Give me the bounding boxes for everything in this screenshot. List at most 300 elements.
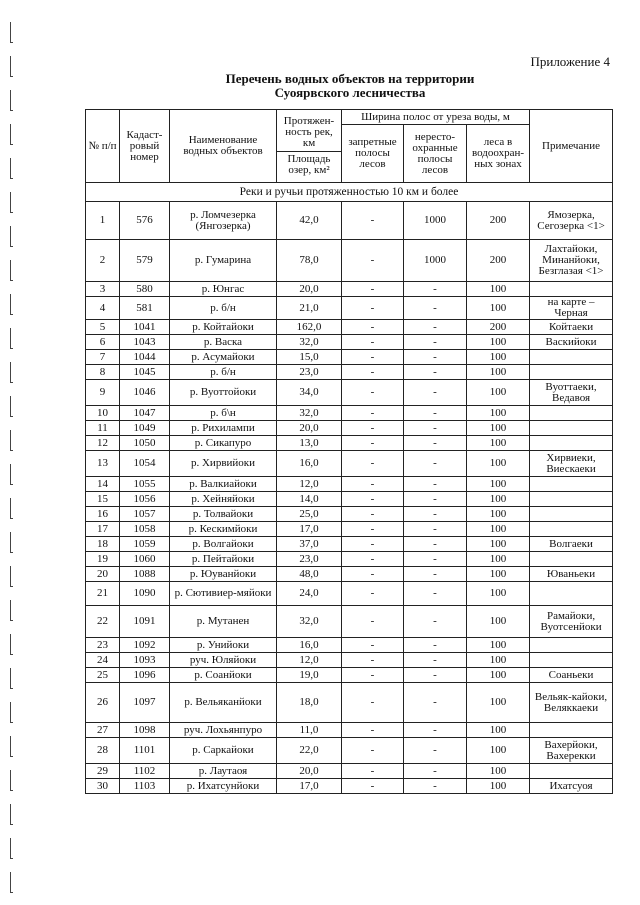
row-water-zone: 100 (467, 779, 530, 794)
row-spawning: - (404, 297, 467, 320)
water-objects-table (85, 109, 613, 794)
header-name: Наименование водных объектов (170, 110, 277, 183)
binding-mark (10, 600, 13, 621)
row-number: 17 (86, 522, 120, 537)
row-note (530, 522, 613, 537)
row-spawning: - (404, 764, 467, 779)
binding-mark (10, 804, 13, 825)
row-prohibited: - (342, 451, 404, 477)
row-name: р. Юнгас (170, 282, 277, 297)
row-name: р. Вельяканйоки (170, 683, 277, 723)
row-spawning: - (404, 582, 467, 606)
row-name: р. Вуоттойоки (170, 380, 277, 406)
header-prohibited: запретные полосы лесов (342, 125, 404, 183)
row-length: 11,0 (277, 723, 342, 738)
row-prohibited: - (342, 537, 404, 552)
row-water-zone: 200 (467, 320, 530, 335)
row-water-zone: 100 (467, 335, 530, 350)
row-cadastral: 1056 (120, 492, 170, 507)
row-cadastral: 1091 (120, 606, 170, 638)
row-spawning: - (404, 653, 467, 668)
row-note (530, 552, 613, 567)
row-cadastral: 1059 (120, 537, 170, 552)
binding-mark (10, 498, 13, 519)
row-note (530, 507, 613, 522)
binding-mark (10, 158, 13, 179)
row-water-zone: 100 (467, 380, 530, 406)
row-water-zone: 100 (467, 567, 530, 582)
row-number: 5 (86, 320, 120, 335)
row-prohibited: - (342, 240, 404, 282)
row-length: 12,0 (277, 653, 342, 668)
row-length: 23,0 (277, 365, 342, 380)
row-cadastral: 1050 (120, 436, 170, 451)
row-length: 25,0 (277, 507, 342, 522)
table-row (86, 738, 613, 764)
row-prohibited: - (342, 738, 404, 764)
row-cadastral: 1092 (120, 638, 170, 653)
row-number: 18 (86, 537, 120, 552)
row-cadastral: 1096 (120, 668, 170, 683)
row-length: 48,0 (277, 567, 342, 582)
row-number: 10 (86, 406, 120, 421)
table-row (86, 350, 613, 365)
table-row (86, 202, 613, 240)
binding-marks (0, 0, 16, 905)
header-length: Протяжен-ность рек, км (277, 114, 341, 152)
row-length: 37,0 (277, 537, 342, 552)
row-cadastral: 1045 (120, 365, 170, 380)
row-note: Койтаеки (530, 320, 613, 335)
row-length: 162,0 (277, 320, 342, 335)
row-prohibited: - (342, 350, 404, 365)
table-row (86, 779, 613, 794)
row-spawning: - (404, 320, 467, 335)
row-note: Волгаеки (530, 537, 613, 552)
table-row (86, 764, 613, 779)
row-number: 1 (86, 202, 120, 240)
row-water-zone: 100 (467, 492, 530, 507)
table-row (86, 421, 613, 436)
row-water-zone: 100 (467, 582, 530, 606)
row-name: р. Саркайоки (170, 738, 277, 764)
row-prohibited: - (342, 668, 404, 683)
table-row (86, 380, 613, 406)
row-spawning: - (404, 507, 467, 522)
binding-mark (10, 260, 13, 281)
table-row (86, 297, 613, 320)
row-number: 3 (86, 282, 120, 297)
row-water-zone: 100 (467, 350, 530, 365)
row-length: 32,0 (277, 606, 342, 638)
binding-mark (10, 668, 13, 689)
row-number: 26 (86, 683, 120, 723)
row-prohibited: - (342, 406, 404, 421)
binding-mark (10, 294, 13, 315)
row-spawning: - (404, 492, 467, 507)
row-prohibited: - (342, 582, 404, 606)
row-prohibited: - (342, 723, 404, 738)
row-cadastral: 1057 (120, 507, 170, 522)
row-number: 4 (86, 297, 120, 320)
row-name: р. Волгайоки (170, 537, 277, 552)
row-note (530, 406, 613, 421)
binding-mark (10, 838, 13, 859)
binding-mark (10, 872, 13, 893)
row-note: Рамайоки, Вуотсенйоки (530, 606, 613, 638)
row-length: 18,0 (277, 683, 342, 723)
title-line-1: Перечень водных объектов на территории (225, 71, 475, 86)
row-name: р. Сикапуро (170, 436, 277, 451)
row-name: руч. Юляйоки (170, 653, 277, 668)
row-prohibited: - (342, 477, 404, 492)
row-name: р. Пейтайоки (170, 552, 277, 567)
table-row (86, 451, 613, 477)
row-name: р. Валкиайоки (170, 477, 277, 492)
table-row (86, 537, 613, 552)
row-water-zone: 100 (467, 537, 530, 552)
row-cadastral: 1090 (120, 582, 170, 606)
row-water-zone: 100 (467, 738, 530, 764)
row-prohibited: - (342, 492, 404, 507)
binding-mark (10, 328, 13, 349)
binding-mark (10, 702, 13, 723)
table-row (86, 240, 613, 282)
row-length: 17,0 (277, 779, 342, 794)
row-spawning: - (404, 365, 467, 380)
row-number: 24 (86, 653, 120, 668)
binding-mark (10, 362, 13, 383)
row-note: Вельяк-кайоки, Веляккаеки (530, 683, 613, 723)
binding-mark (10, 430, 13, 451)
row-number: 28 (86, 738, 120, 764)
row-prohibited: - (342, 764, 404, 779)
row-cadastral: 576 (120, 202, 170, 240)
header-width-group: Ширина полос от уреза воды, м (342, 110, 530, 125)
row-note (530, 436, 613, 451)
row-note (530, 638, 613, 653)
row-name: р. Юуванйоки (170, 567, 277, 582)
row-spawning: - (404, 335, 467, 350)
row-number: 27 (86, 723, 120, 738)
row-number: 20 (86, 567, 120, 582)
row-number: 2 (86, 240, 120, 282)
header-cadastral: Кадаст-ровый номер (120, 110, 170, 183)
row-number: 9 (86, 380, 120, 406)
row-spawning: 1000 (404, 240, 467, 282)
row-prohibited: - (342, 683, 404, 723)
table-row (86, 567, 613, 582)
row-water-zone: 100 (467, 507, 530, 522)
binding-mark (10, 22, 13, 43)
row-note (530, 723, 613, 738)
row-water-zone: 100 (467, 477, 530, 492)
row-prohibited: - (342, 335, 404, 350)
row-water-zone: 200 (467, 240, 530, 282)
row-name: р. б/н (170, 365, 277, 380)
row-note: Хирвиеки, Виескаеки (530, 451, 613, 477)
row-length: 20,0 (277, 421, 342, 436)
row-length: 17,0 (277, 522, 342, 537)
row-length: 15,0 (277, 350, 342, 365)
header-length-area (277, 110, 342, 183)
binding-mark (10, 226, 13, 247)
table-row (86, 492, 613, 507)
row-spawning: - (404, 477, 467, 492)
row-water-zone: 100 (467, 365, 530, 380)
row-note: Вуоттаеки, Ведавоя (530, 380, 613, 406)
row-note: Лахтайоки, Минанйоки, Безглазая <1> (530, 240, 613, 282)
row-water-zone: 100 (467, 282, 530, 297)
row-length: 16,0 (277, 451, 342, 477)
row-length: 24,0 (277, 582, 342, 606)
row-note (530, 764, 613, 779)
table-row (86, 335, 613, 350)
binding-mark (10, 90, 13, 111)
row-name: р. б/н (170, 297, 277, 320)
row-prohibited: - (342, 436, 404, 451)
row-cadastral: 1098 (120, 723, 170, 738)
row-cadastral: 580 (120, 282, 170, 297)
row-prohibited: - (342, 202, 404, 240)
row-number: 14 (86, 477, 120, 492)
row-water-zone: 100 (467, 406, 530, 421)
row-number: 21 (86, 582, 120, 606)
row-spawning: - (404, 567, 467, 582)
row-water-zone: 100 (467, 436, 530, 451)
table-row (86, 653, 613, 668)
binding-mark (10, 192, 13, 213)
row-cadastral: 1041 (120, 320, 170, 335)
row-note: на карте – Черная (530, 297, 613, 320)
row-cadastral: 1101 (120, 738, 170, 764)
row-water-zone: 100 (467, 653, 530, 668)
row-length: 14,0 (277, 492, 342, 507)
row-cadastral: 1049 (120, 421, 170, 436)
row-length: 16,0 (277, 638, 342, 653)
row-water-zone: 100 (467, 723, 530, 738)
row-number: 30 (86, 779, 120, 794)
row-water-zone: 100 (467, 764, 530, 779)
row-name: руч. Лохьянпуро (170, 723, 277, 738)
row-note (530, 492, 613, 507)
row-cadastral: 581 (120, 297, 170, 320)
row-length: 23,0 (277, 552, 342, 567)
row-prohibited: - (342, 522, 404, 537)
row-name: р. Рихилампи (170, 421, 277, 436)
table-row (86, 723, 613, 738)
section-title: Реки и ручьи протяженностью 10 км и более (86, 183, 613, 202)
row-name: р. Мутанен (170, 606, 277, 638)
header-area: Площадь озер, км² (287, 153, 331, 176)
row-number: 12 (86, 436, 120, 451)
row-length: 12,0 (277, 477, 342, 492)
row-length: 20,0 (277, 764, 342, 779)
row-number: 15 (86, 492, 120, 507)
row-spawning: - (404, 606, 467, 638)
row-length: 21,0 (277, 297, 342, 320)
row-name: р. Толвайоки (170, 507, 277, 522)
row-prohibited: - (342, 365, 404, 380)
row-spawning: 1000 (404, 202, 467, 240)
row-number: 13 (86, 451, 120, 477)
table-row (86, 638, 613, 653)
row-note (530, 582, 613, 606)
row-water-zone: 100 (467, 668, 530, 683)
row-name: р. Хирвийоки (170, 451, 277, 477)
row-length: 78,0 (277, 240, 342, 282)
row-length: 22,0 (277, 738, 342, 764)
row-water-zone: 100 (467, 606, 530, 638)
row-water-zone: 100 (467, 552, 530, 567)
row-spawning: - (404, 380, 467, 406)
row-name: р. Лаутаоя (170, 764, 277, 779)
row-cadastral: 1054 (120, 451, 170, 477)
row-cadastral: 1097 (120, 683, 170, 723)
row-number: 7 (86, 350, 120, 365)
table-row (86, 582, 613, 606)
row-prohibited: - (342, 320, 404, 335)
row-note (530, 282, 613, 297)
row-spawning: - (404, 668, 467, 683)
row-note (530, 350, 613, 365)
table-row (86, 436, 613, 451)
row-prohibited: - (342, 421, 404, 436)
row-note: Ямозерка, Сегозерка <1> (530, 202, 613, 240)
row-number: 19 (86, 552, 120, 567)
row-note: Юваньеки (530, 567, 613, 582)
row-length: 42,0 (277, 202, 342, 240)
header-water-zone: леса в водоохран-ных зонах (467, 125, 530, 183)
row-length: 32,0 (277, 335, 342, 350)
row-prohibited: - (342, 638, 404, 653)
row-name: р. Кескимйоки (170, 522, 277, 537)
row-water-zone: 100 (467, 421, 530, 436)
row-water-zone: 100 (467, 297, 530, 320)
row-water-zone: 100 (467, 522, 530, 537)
row-spawning: - (404, 522, 467, 537)
row-note (530, 421, 613, 436)
row-number: 29 (86, 764, 120, 779)
row-length: 13,0 (277, 436, 342, 451)
row-spawning: - (404, 683, 467, 723)
row-length: 20,0 (277, 282, 342, 297)
row-cadastral: 1043 (120, 335, 170, 350)
table-row (86, 507, 613, 522)
row-number: 8 (86, 365, 120, 380)
row-water-zone: 100 (467, 683, 530, 723)
row-spawning: - (404, 723, 467, 738)
binding-mark (10, 566, 13, 587)
row-name: р. Койтайоки (170, 320, 277, 335)
binding-mark (10, 396, 13, 417)
row-name: р. Гумарина (170, 240, 277, 282)
row-name: р. Ломчезерка (Янгозерка) (170, 202, 277, 240)
row-number: 11 (86, 421, 120, 436)
row-name: р. Асумайоки (170, 350, 277, 365)
row-spawning: - (404, 282, 467, 297)
row-prohibited: - (342, 567, 404, 582)
row-spawning: - (404, 421, 467, 436)
row-prohibited: - (342, 507, 404, 522)
table-row (86, 477, 613, 492)
row-prohibited: - (342, 552, 404, 567)
row-note: Ихатсуоя (530, 779, 613, 794)
row-spawning: - (404, 779, 467, 794)
row-cadastral: 1088 (120, 567, 170, 582)
binding-mark (10, 770, 13, 791)
row-spawning: - (404, 451, 467, 477)
row-number: 16 (86, 507, 120, 522)
row-water-zone: 100 (467, 451, 530, 477)
binding-mark (10, 736, 13, 757)
row-number: 23 (86, 638, 120, 653)
row-number: 25 (86, 668, 120, 683)
row-cadastral: 579 (120, 240, 170, 282)
row-length: 34,0 (277, 380, 342, 406)
row-name: р. Хейняйоки (170, 492, 277, 507)
table-row (86, 365, 613, 380)
appendix-label: Приложение 4 (530, 54, 610, 69)
row-note: Вахерйоки, Вахерекки (530, 738, 613, 764)
row-cadastral: 1055 (120, 477, 170, 492)
row-water-zone: 100 (467, 638, 530, 653)
row-spawning: - (404, 436, 467, 451)
row-note (530, 653, 613, 668)
row-spawning: - (404, 738, 467, 764)
row-cadastral: 1060 (120, 552, 170, 567)
table-row (86, 282, 613, 297)
row-number: 6 (86, 335, 120, 350)
row-note (530, 477, 613, 492)
document-title (150, 72, 550, 100)
binding-mark (10, 464, 13, 485)
row-cadastral: 1044 (120, 350, 170, 365)
table-row (86, 320, 613, 335)
header-note: Примечание (530, 110, 613, 183)
binding-mark (10, 634, 13, 655)
row-length: 32,0 (277, 406, 342, 421)
header-num: № п/п (86, 110, 120, 183)
binding-mark (10, 124, 13, 145)
row-spawning: - (404, 537, 467, 552)
table-row (86, 552, 613, 567)
row-cadastral: 1046 (120, 380, 170, 406)
row-spawning: - (404, 638, 467, 653)
row-length: 19,0 (277, 668, 342, 683)
row-spawning: - (404, 350, 467, 365)
row-spawning: - (404, 552, 467, 567)
row-name: р. Васка (170, 335, 277, 350)
row-prohibited: - (342, 653, 404, 668)
table-row (86, 683, 613, 723)
table-row (86, 668, 613, 683)
row-name: р. Сютивиер-мяйоки (170, 582, 277, 606)
row-cadastral: 1058 (120, 522, 170, 537)
row-spawning: - (404, 406, 467, 421)
binding-mark (10, 532, 13, 553)
table-row (86, 406, 613, 421)
row-prohibited: - (342, 297, 404, 320)
row-number: 22 (86, 606, 120, 638)
row-name: р. Соанйоки (170, 668, 277, 683)
row-note: Васкийоки (530, 335, 613, 350)
header-spawning: нересто-охранные полосы лесов (404, 125, 467, 183)
binding-mark (10, 56, 13, 77)
row-note (530, 365, 613, 380)
row-cadastral: 1102 (120, 764, 170, 779)
row-cadastral: 1093 (120, 653, 170, 668)
